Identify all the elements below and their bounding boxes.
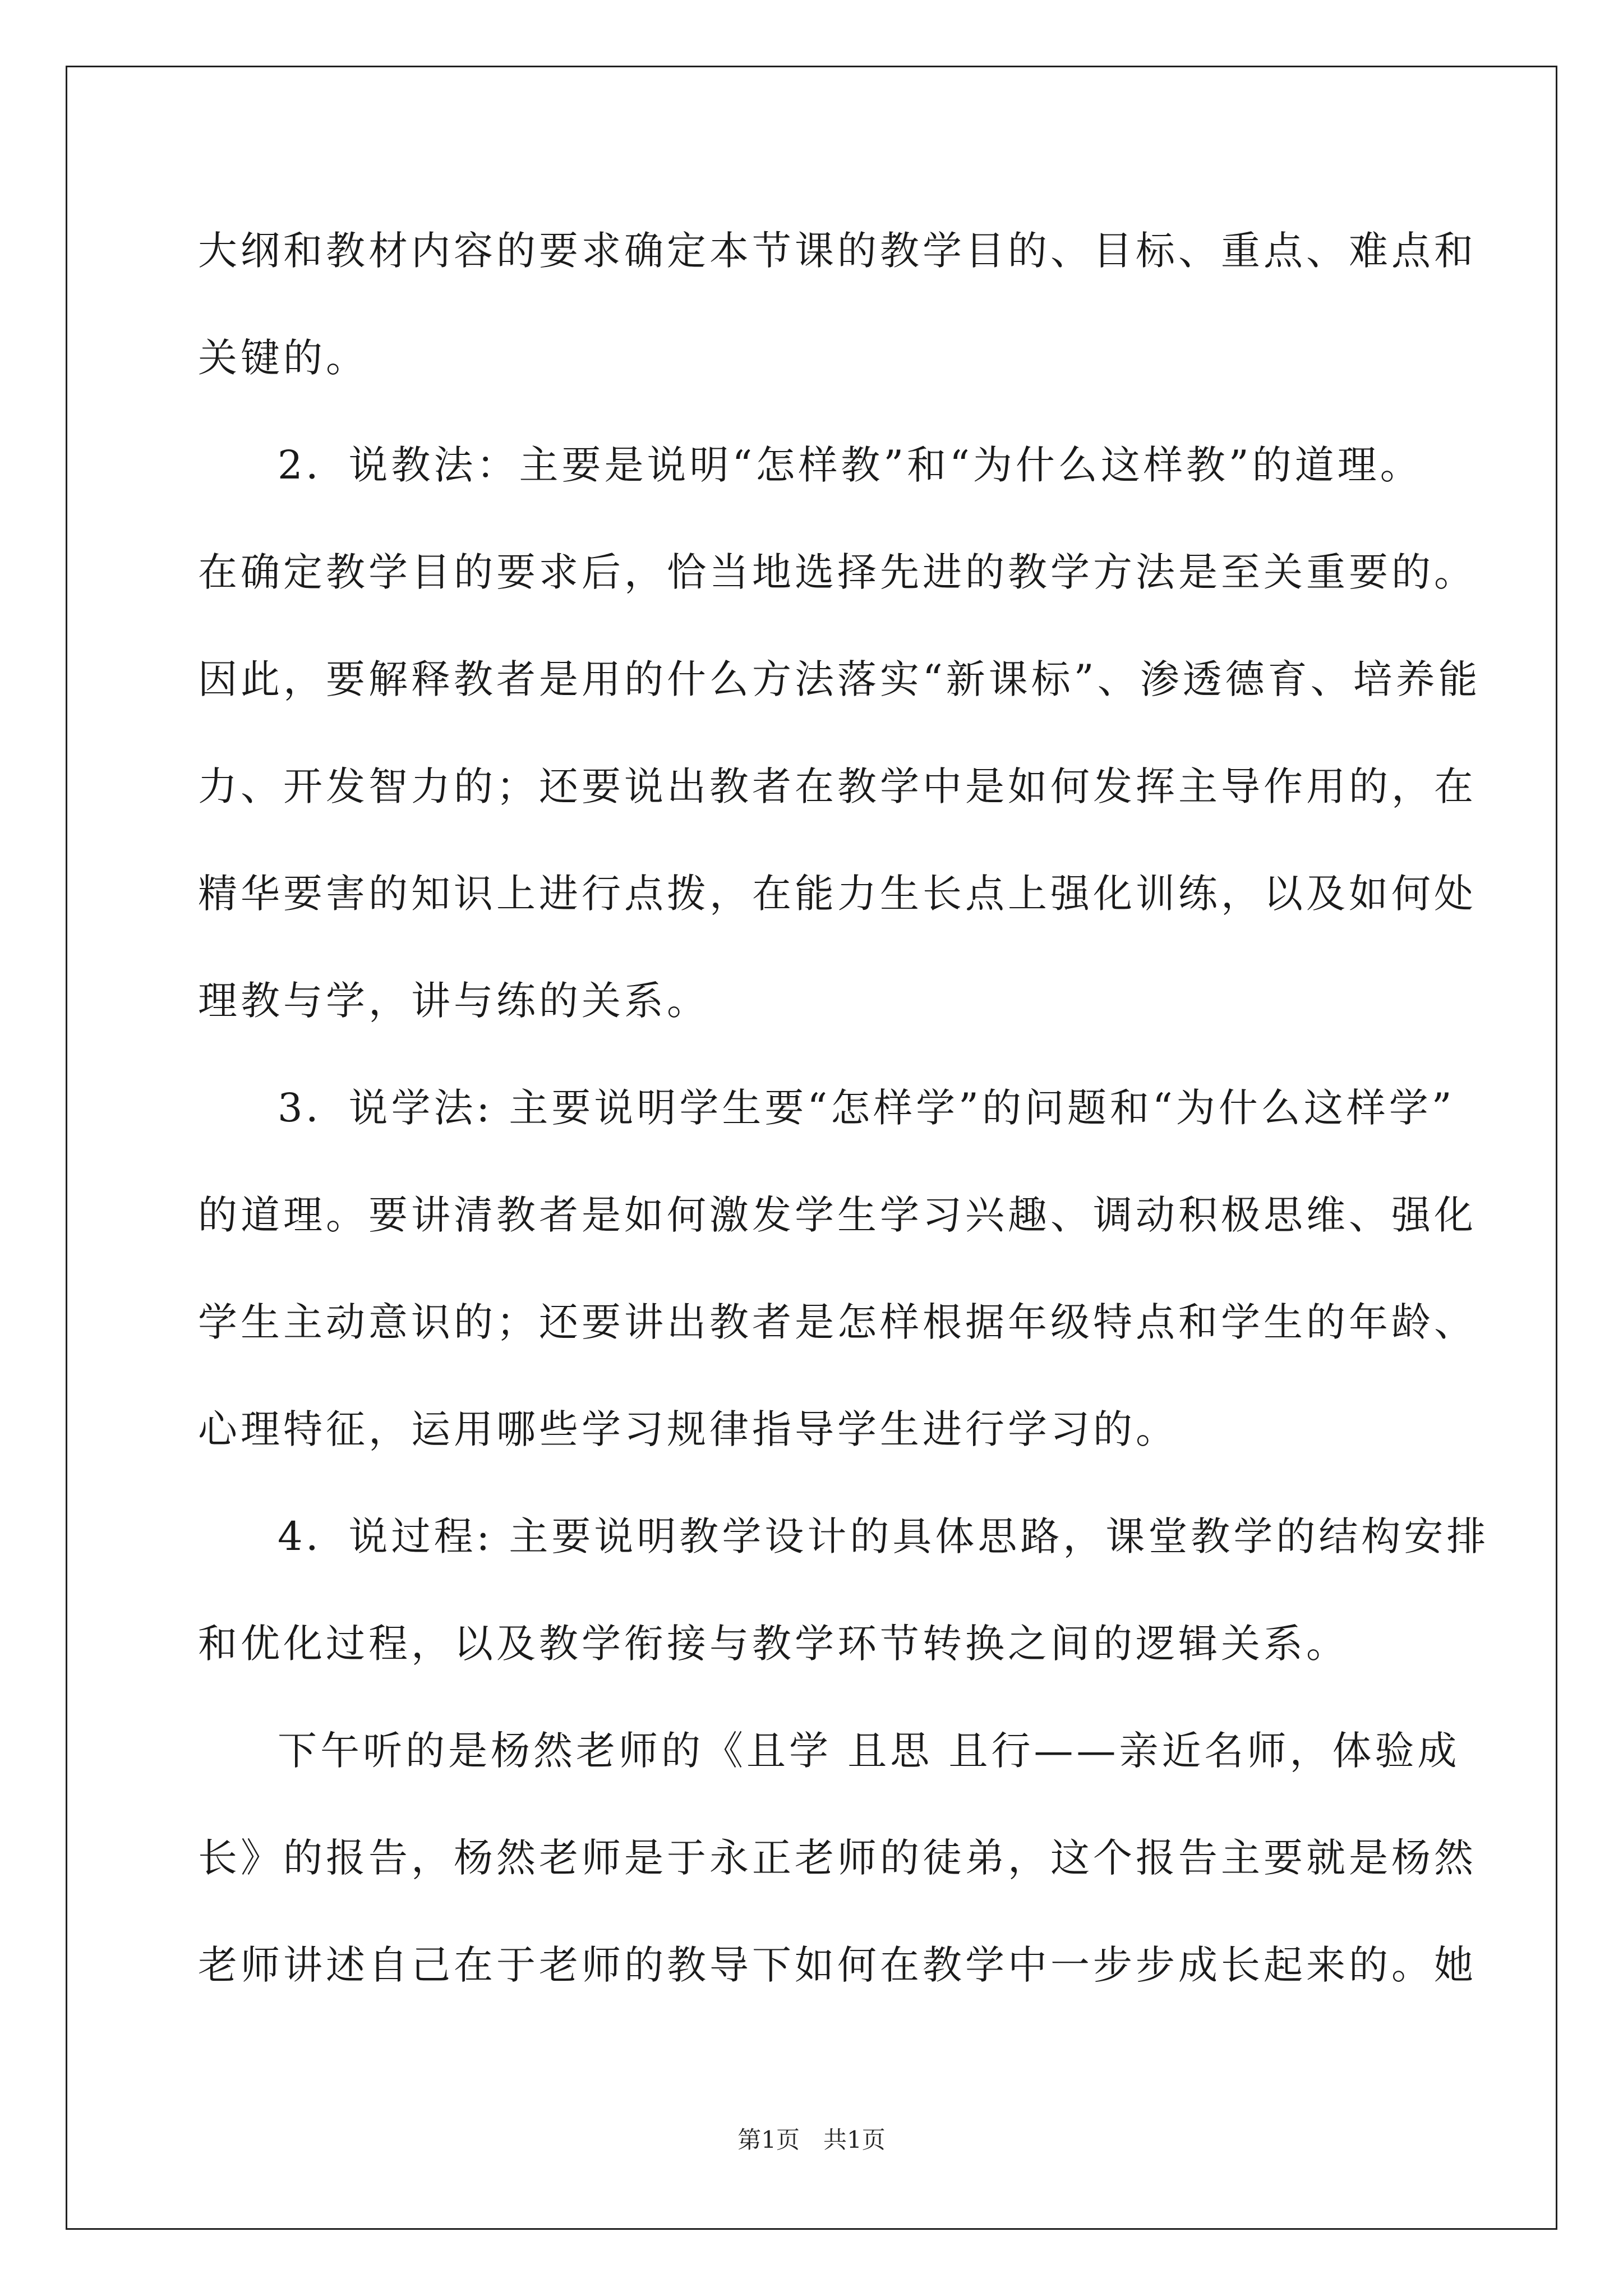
text-line: 理教与学，讲与练的关系。	[198, 978, 709, 1024]
paragraph-start-line: 下午听的是杨然老师的《且学 且思 且行——亲近名师，体验成	[278, 1728, 1460, 1774]
text-line: 力、开发智力的；还要说出教者在教学中是如何发挥主导作用的，在	[198, 763, 1477, 809]
text-line: 精华要害的知识上进行点拨，在能力生长点上强化训练，以及如何处	[198, 871, 1477, 917]
page-number-footer: 第1页 共1页	[737, 2126, 886, 2154]
document-body	[198, 209, 1490, 2030]
text-line: 大纲和教材内容的要求确定本节课的教学目的、目标、重点、难点和	[198, 228, 1477, 274]
text-line: 关键的。	[198, 335, 368, 381]
text-line: 长》的报告，杨然老师是于永正老师的徒弟，这个报告主要就是杨然	[198, 1835, 1477, 1881]
paragraph-start-line: 3．说学法: 主要说明学生要“怎样学”的问题和“为什么这样学”	[278, 1085, 1455, 1131]
text-line: 在确定教学目的要求后，恰当地选择先进的教学方法是至关重要的。	[198, 549, 1477, 595]
text-line: 的道理。要讲清教者是如何激发学生学习兴趣、调动积极思维、强化	[198, 1192, 1477, 1238]
paragraph-start-line: 4．说过程: 主要说明教学设计的具体思路，课堂教学的结构安排	[278, 1513, 1490, 1559]
text-line: 老师讲述自己在于老师的教导下如何在教学中一步步成长起来的。她	[198, 1942, 1477, 1988]
text-line: 心理特征，运用哪些学习规律指导学生进行学习的。	[198, 1406, 1178, 1452]
text-line: 和优化过程，以及教学衔接与教学环节转换之间的逻辑关系。	[198, 1621, 1349, 1667]
paragraph-start-line: 2．说教法：主要是说明“怎样教”和“为什么这样教”的道理。	[278, 442, 1423, 488]
text-line: 因此，要解释教者是用的什么方法落实“新课标”、渗透德育、培养能	[198, 656, 1481, 702]
text-line: 学生主动意识的；还要讲出教者是怎样根据年级特点和学生的年龄、	[198, 1299, 1477, 1345]
